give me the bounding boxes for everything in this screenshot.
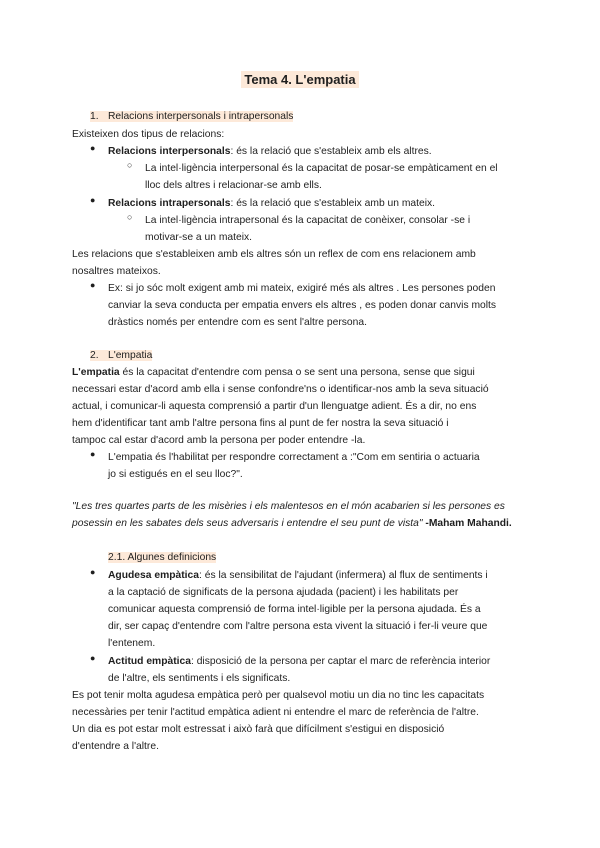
section-1-title: Relacions interpersonals i intrapersonals xyxy=(108,111,294,122)
bullet-icon: ● xyxy=(90,195,96,205)
actitud-line: Actitud empàtica: disposició de la persona per captar el marc de referència interior xyxy=(108,656,491,667)
quote-line: posessin en les sabates dels seus adversaris i entendre el seu punt de vista" -Maham Mahandi. xyxy=(72,518,512,529)
paragraph-line: Les relacions que s'estableixen amb els altres són un reflex de com ens relacionem amb xyxy=(72,249,476,260)
empathy-bullet-line: L'empatia és l'habilitat per respondre correctament a :"Com em sentiria o actuaria xyxy=(108,452,480,463)
closing-paragraph-line: d'entendre a l'altre. xyxy=(72,741,159,752)
agudesa-line: a la captació de significats de la persona ajudada (pacient) i les habilitats per xyxy=(108,587,459,598)
empathy-definition-line: hem d'identificar tant amb l'altre persona fins al punt de fer nostra la seva situació i xyxy=(72,418,449,429)
closing-paragraph-line: Es pot tenir molta agudesa empàtica però per qualsevol motiu un dia no tinc les capacitats xyxy=(72,690,485,701)
bullet-intrapersonal: Relacions intrapersonals: és la relació que s'estableix amb un mateix. xyxy=(108,198,436,209)
bullet-interpersonal: Relacions interpersonals: és la relació que s'estableix amb els altres. xyxy=(108,146,432,157)
title-text: Tema 4. L'empatia xyxy=(241,71,358,88)
bullet-icon: ● xyxy=(90,280,96,290)
agudesa-line: dir, ser capaç d'entendre com l'altre persona esta vivent la situació i fer-li veure que xyxy=(108,621,488,632)
circle-bullet-icon: ○ xyxy=(127,212,133,222)
section-2-heading xyxy=(90,347,545,365)
agudesa-line: Agudesa empàtica: és la sensibilitat de l'ajudant (infermera) al flux de sentiments i xyxy=(108,570,488,581)
section-1-number: 1. xyxy=(90,111,99,122)
section-1-heading xyxy=(90,108,545,126)
quote-line: "Les tres quartes parts de les misèries i els malentesos en el món acabarien si les persones es xyxy=(72,501,505,512)
circle-bullet-icon: ○ xyxy=(127,160,133,170)
example-line: canviar la seva conducta per empatia envers els altres , es poden donar canvis molts xyxy=(108,300,497,311)
empathy-definition-line: actual, i comunicar-li aquesta comprensió a partir d'un llenguatge adient. És a dir, no ens xyxy=(72,401,477,412)
sub-intrapersonal-line: motivar-se a un mateix. xyxy=(145,232,253,243)
sub-interpersonal-line: lloc dels altres i relacionar-se amb ells. xyxy=(145,180,322,191)
paragraph-line: nosaltres mateixos. xyxy=(72,266,161,277)
closing-paragraph-line: necessàries per tenir l'actitud empàtica adient ni entendre el marc de referència de l'altre. xyxy=(72,707,479,718)
page-title xyxy=(0,72,600,87)
bullet-icon: ● xyxy=(90,449,96,459)
section-1-intro: Existeixen dos tipus de relacions: xyxy=(72,129,225,140)
bullet-icon: ● xyxy=(90,653,96,663)
agudesa-line: l'entenem. xyxy=(108,638,156,649)
empathy-definition-line: tampoc cal estar d'acord amb la persona per poder entendre -la. xyxy=(72,435,366,446)
bullet-icon: ● xyxy=(90,143,96,153)
empathy-bullet-line: jo si estigués en el seu lloc?". xyxy=(108,469,243,480)
example-line: Ex: si jo sóc molt exigent amb mi mateix, exigiré més als altres . Les persones poden xyxy=(108,283,496,294)
sub-interpersonal-line: La intel·ligència interpersonal és la capacitat de posar-se empàticament en el xyxy=(145,163,498,174)
empathy-definition-line: necessari estar d'acord amb ella i sense confondre'ns o identificar-nos amb la seva situació xyxy=(72,384,489,395)
section-2-number: 2. xyxy=(90,350,99,361)
bullet-icon: ● xyxy=(90,567,96,577)
section-2-1-heading: 2.1. Algunes definicions xyxy=(108,552,217,563)
sub-intrapersonal-line: La intel·ligència intrapersonal és la capacitat de conèixer, consolar -se i xyxy=(145,215,471,226)
example-line: dràstics només per entendre com es sent l'altre persona. xyxy=(108,317,367,328)
closing-paragraph-line: Un dia es pot estar molt estressat i això farà que difícilment s'estigui en disposició xyxy=(72,724,445,735)
actitud-line: de l'altre, els sentiments i els significats. xyxy=(108,673,291,684)
empathy-definition-line: L'empatia és la capacitat d'entendre com pensa o se sent una persona, sense que sigui xyxy=(72,367,475,378)
agudesa-line: comunicar aquesta comprensió de forma intel·ligible per la persona ajudada. És a xyxy=(108,604,481,615)
section-2-title: L'empatia xyxy=(108,350,153,361)
